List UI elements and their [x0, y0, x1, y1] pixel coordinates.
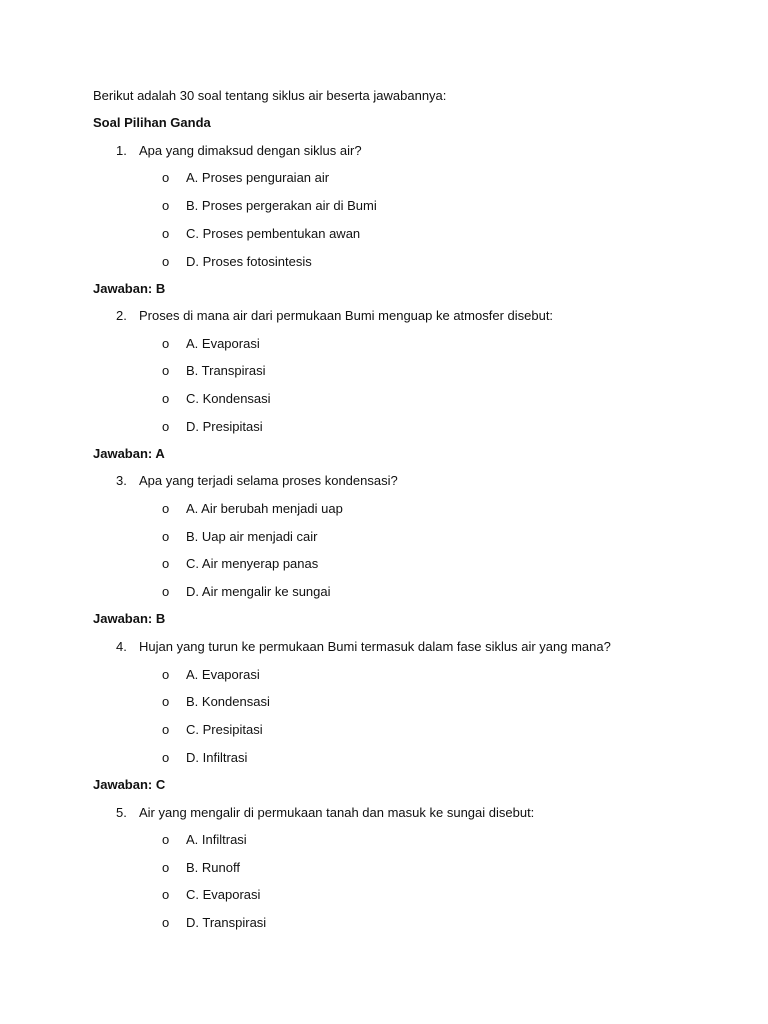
question-text: Hujan yang turun ke permukaan Bumi termasuk dalam fase siklus air yang mana? [139, 639, 611, 654]
bullet-icon: o [162, 336, 170, 351]
option-text: B. Kondensasi [186, 694, 270, 709]
bullet-icon: o [162, 254, 170, 269]
option-text: D. Infiltrasi [186, 750, 248, 765]
bullet-icon: o [162, 556, 170, 571]
option-text: D. Air mengalir ke sungai [186, 584, 331, 599]
option-text: D. Transpirasi [186, 915, 267, 930]
question-text: Air yang mengalir di permukaan tanah dan masuk ke sungai disebut: [139, 805, 535, 820]
option-text: A. Evaporasi [186, 667, 260, 682]
bullet-icon: o [162, 584, 170, 599]
question-number: 4. [116, 639, 127, 654]
section-heading: Soal Pilihan Ganda [93, 115, 211, 130]
bullet-icon: o [162, 750, 170, 765]
question-text: Proses di mana air dari permukaan Bumi menguap ke atmosfer disebut: [139, 308, 554, 323]
question-number: 2. [116, 308, 127, 323]
bullet-icon: o [162, 226, 170, 241]
option-text: B. Uap air menjadi cair [186, 529, 318, 544]
answer-text: Jawaban: B [93, 611, 166, 626]
option-text: A. Air berubah menjadi uap [186, 501, 343, 516]
bullet-icon: o [162, 170, 170, 185]
bullet-icon: o [162, 501, 170, 516]
option-text: B. Proses pergerakan air di Bumi [186, 198, 377, 213]
option-text: A. Infiltrasi [186, 832, 247, 847]
answer-text: Jawaban: C [93, 777, 166, 792]
bullet-icon: o [162, 667, 170, 682]
option-text: C. Evaporasi [186, 887, 261, 902]
option-text: D. Presipitasi [186, 419, 263, 434]
option-text: B. Transpirasi [186, 363, 266, 378]
question-text: Apa yang terjadi selama proses kondensasi? [139, 473, 398, 488]
bullet-icon: o [162, 391, 170, 406]
question-number: 3. [116, 473, 127, 488]
bullet-icon: o [162, 915, 170, 930]
intro-text: Berikut adalah 30 soal tentang siklus air beserta jawabannya: [93, 88, 447, 103]
option-text: A. Evaporasi [186, 336, 260, 351]
bullet-icon: o [162, 198, 170, 213]
bullet-icon: o [162, 722, 170, 737]
answer-text: Jawaban: B [93, 281, 166, 296]
option-text: A. Proses penguraian air [186, 170, 330, 185]
answer-text: Jawaban: A [93, 446, 165, 461]
bullet-icon: o [162, 887, 170, 902]
bullet-icon: o [162, 529, 170, 544]
option-text: B. Runoff [186, 860, 240, 875]
bullet-icon: o [162, 832, 170, 847]
option-text: C. Proses pembentukan awan [186, 226, 361, 241]
bullet-icon: o [162, 694, 170, 709]
question-text: Apa yang dimaksud dengan siklus air? [139, 143, 362, 158]
option-text: C. Presipitasi [186, 722, 263, 737]
question-number: 1. [116, 143, 127, 158]
bullet-icon: o [162, 363, 170, 378]
bullet-icon: o [162, 419, 170, 434]
option-text: C. Air menyerap panas [186, 556, 319, 571]
option-text: C. Kondensasi [186, 391, 271, 406]
bullet-icon: o [162, 860, 170, 875]
question-number: 5. [116, 805, 127, 820]
option-text: D. Proses fotosintesis [186, 254, 312, 269]
